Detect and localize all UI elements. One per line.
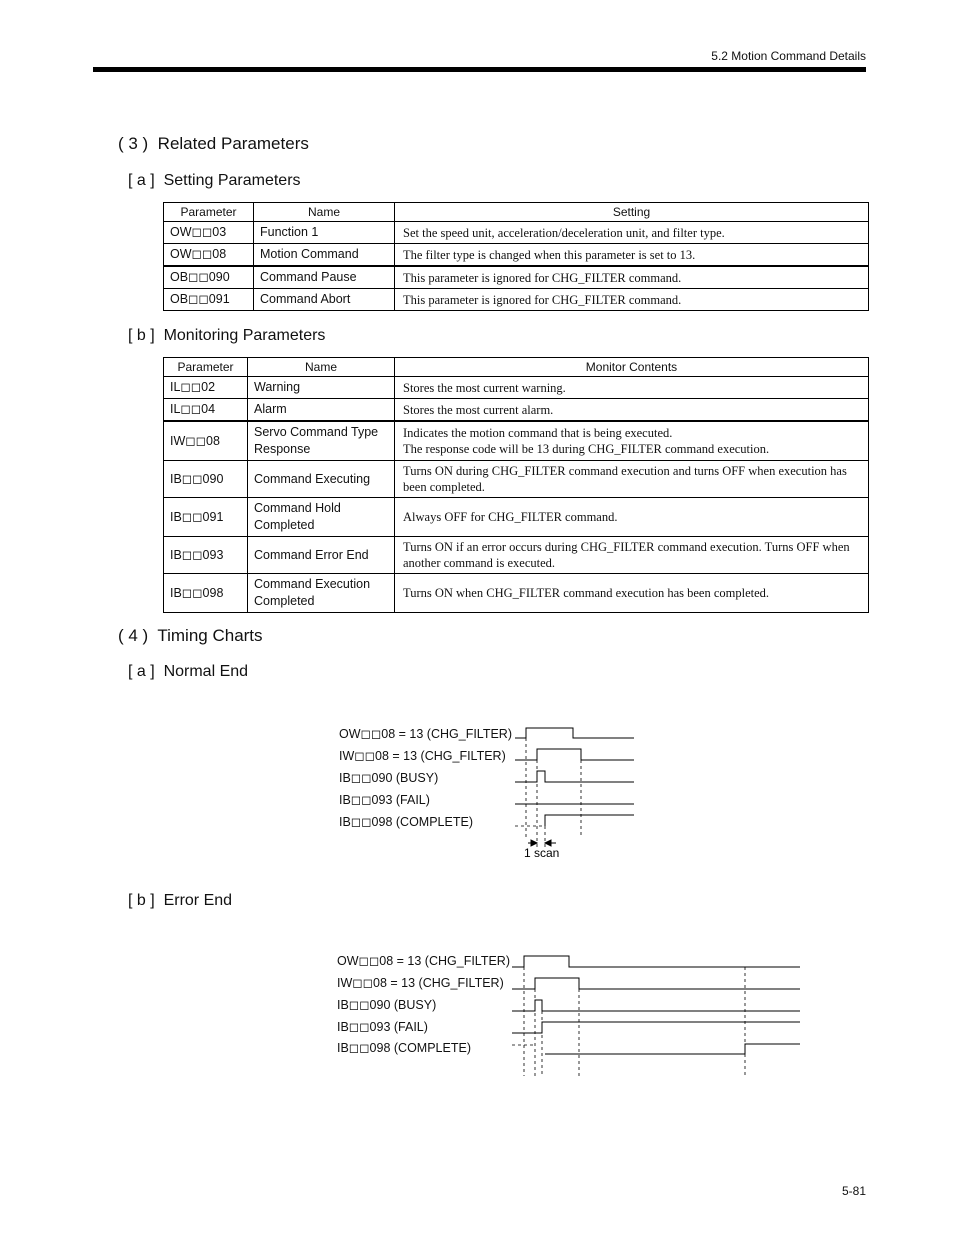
contents-cell: Always OFF for CHG_FILTER command. [395, 498, 869, 537]
page-number: 5-81 [841, 1184, 866, 1198]
contents-cell: Indicates the motion command that is being executed. The response code will be 13 during CHG_FILTER command execution. [395, 421, 869, 461]
param-cell: OB◻◻090 [164, 266, 254, 289]
name-cell: Command Hold Completed [248, 498, 395, 537]
name-cell: Command Pause [254, 266, 395, 289]
name-cell: Warning [248, 377, 395, 399]
name-cell: Command Error End [248, 537, 395, 574]
signal-label: IB◻◻090 (BUSY) [337, 998, 437, 1012]
setting-cell: The filter type is changed when this parameter is set to 13. [395, 244, 869, 267]
name-cell: Command Execution Completed [248, 574, 395, 613]
error-end-heading: [ b ] Error End [128, 892, 233, 909]
name-cell: Motion Command [254, 244, 395, 267]
running-header: 5.2 Motion Command Details [711, 49, 866, 63]
param-cell: OW◻◻03 [164, 222, 254, 244]
param-cell: IL◻◻04 [164, 399, 248, 422]
param-cell: IB◻◻093 [164, 537, 248, 574]
name-cell: Command Executing [248, 461, 395, 498]
contents-cell: Turns ON if an error occurs during CHG_FILTER command execution. Turns OFF when another command is executed. [395, 537, 869, 574]
name-cell: Command Abort [254, 289, 395, 311]
param-cell: IB◻◻098 [164, 574, 248, 613]
param-cell: OW◻◻08 [164, 244, 254, 267]
related-parameters-heading: ( 3 ) Related Parameters [118, 134, 309, 153]
complete-waveform [545, 1044, 800, 1054]
signal-label: IB◻◻098 (COMPLETE) [339, 815, 473, 829]
name-cell: Function 1 [254, 222, 395, 244]
contents-cell: Turns ON when CHG_FILTER command execution has been completed. [395, 574, 869, 613]
name-cell: Servo Command Type Response [248, 421, 395, 461]
monitoring-parameters-heading: [ b ] Monitoring Parameters [128, 327, 326, 344]
column-header: Monitor Contents [395, 358, 869, 377]
contents-cell: Turns ON during CHG_FILTER command execution and turns OFF when execution has been completed. [395, 461, 869, 498]
signal-label: OW◻◻08 = 13 (CHG_FILTER) [339, 727, 512, 741]
column-header: Name [254, 203, 395, 222]
column-header: Parameter [164, 358, 248, 377]
signal-label: IW◻◻08 = 13 (CHG_FILTER) [339, 749, 506, 763]
timing-charts-heading: ( 4 ) Timing Charts [118, 626, 263, 645]
contents-cell: Stores the most current alarm. [395, 399, 869, 422]
setting-cell: Set the speed unit, acceleration/deceleration unit, and filter type. [395, 222, 869, 244]
setting-cell: This parameter is ignored for CHG_FILTER command. [395, 266, 869, 289]
param-cell: IB◻◻090 [164, 461, 248, 498]
param-cell: IB◻◻091 [164, 498, 248, 537]
param-cell: OB◻◻091 [164, 289, 254, 311]
signal-label: IB◻◻093 (FAIL) [337, 1020, 428, 1034]
ow08-waveform [512, 956, 800, 967]
scan-label: 1 scan [524, 846, 560, 860]
signal-label: IW◻◻08 = 13 (CHG_FILTER) [337, 976, 504, 990]
fail-waveform [512, 1022, 800, 1033]
param-cell: IW◻◻08 [164, 421, 248, 461]
name-cell: Alarm [248, 399, 395, 422]
column-header: Parameter [164, 203, 254, 222]
busy-waveform [512, 1000, 800, 1011]
contents-cell: Stores the most current warning. [395, 377, 869, 399]
iw08-waveform [512, 978, 800, 989]
setting-cell: This parameter is ignored for CHG_FILTER command. [395, 289, 869, 311]
signal-label: IB◻◻098 (COMPLETE) [337, 1041, 471, 1055]
param-cell: IL◻◻02 [164, 377, 248, 399]
column-header: Setting [395, 203, 869, 222]
normal-end-heading: [ a ] Normal End [128, 663, 249, 680]
column-header: Name [248, 358, 395, 377]
signal-label: IB◻◻090 (BUSY) [339, 771, 439, 785]
signal-label: IB◻◻093 (FAIL) [339, 793, 430, 807]
signal-label: OW◻◻08 = 13 (CHG_FILTER) [337, 954, 510, 968]
setting-parameters-heading: [ a ] Setting Parameters [128, 172, 301, 189]
